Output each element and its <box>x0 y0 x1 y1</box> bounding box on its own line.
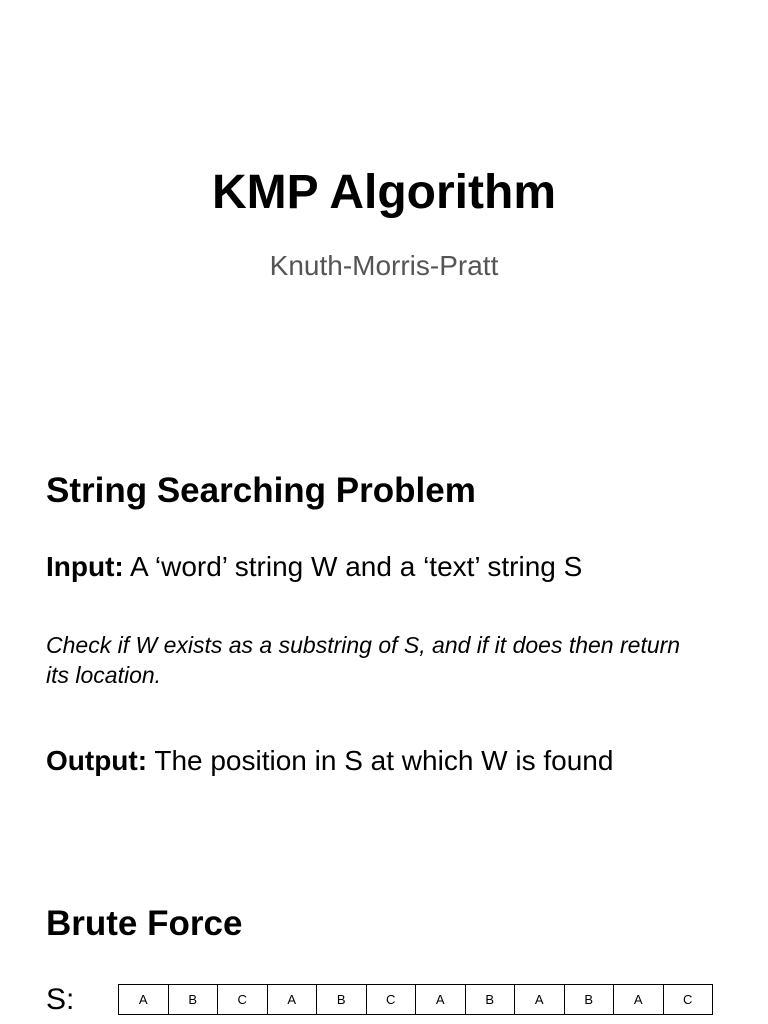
s-cell: C <box>367 984 417 1015</box>
output-line <box>46 744 613 778</box>
slide-title: KMP Algorithm <box>212 166 556 219</box>
s-cell: A <box>416 984 466 1015</box>
problem-heading: String Searching Problem <box>46 471 476 510</box>
brute-force-heading: Brute Force <box>46 904 243 943</box>
s-cell: A <box>614 984 664 1015</box>
input-line <box>46 550 582 584</box>
s-cell: A <box>515 984 565 1015</box>
output-label: Output: <box>46 745 148 776</box>
s-cell: C <box>218 984 268 1015</box>
s-string-cells <box>118 984 713 1015</box>
s-cell: B <box>565 984 615 1015</box>
s-cell: B <box>466 984 516 1015</box>
output-text: The position in S at which W is found <box>147 745 614 776</box>
slide-subtitle: Knuth-Morris-Pratt <box>269 250 499 281</box>
input-text: A ‘word’ string W and a ‘text’ string S <box>123 551 583 582</box>
s-cell: B <box>317 984 367 1015</box>
s-string-label: S: <box>46 983 75 1016</box>
s-cell: A <box>268 984 318 1015</box>
s-cell: B <box>169 984 219 1015</box>
input-label: Input: <box>46 551 124 582</box>
problem-note: Check if W exists as a substring of S, and if it does then return its location. <box>46 632 681 688</box>
s-cell: A <box>119 984 169 1015</box>
s-cell: C <box>664 984 714 1015</box>
